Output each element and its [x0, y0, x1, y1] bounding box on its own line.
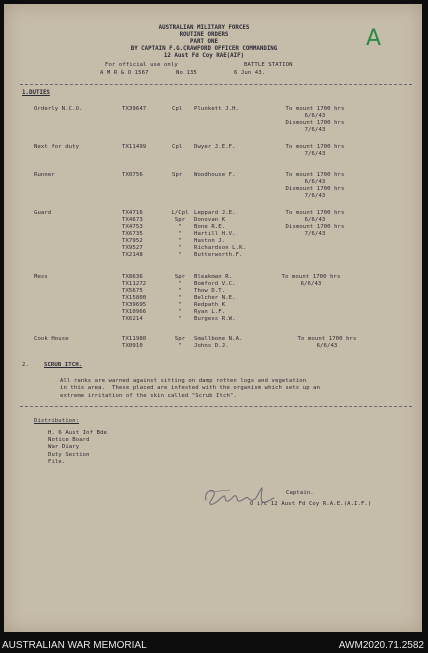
regimental-number: TX8636 TX11272 TX5675 TX15800 TX39695 TX10966 TX6214 [122, 274, 147, 322]
duty-label: Guard [34, 210, 52, 216]
duty-label: Runner [34, 172, 55, 178]
rank: Spr " [174, 336, 186, 349]
soldier-name: Leppard J.E. Donovan K Bone R.E. Hartill H.V. Haston J. Richardson L.K. Butterworth.F. [194, 210, 247, 258]
distribution-list: H. 6 Aust Inf Bde Notice Board War Diary Duty Section File. [48, 430, 107, 465]
rank: Spr [172, 172, 183, 178]
header-unit: 12 Aust Fd Coy RAE(AIF) [163, 53, 245, 59]
regimental-number: TX11980 TX0910 [122, 336, 147, 349]
scrub-itch-notice: All ranks are warned against sitting on damp rotten logs and vegetation in this area. These placed are infested with the organism which sets up an extreme irritation of the skin called "Scrub Itch". [60, 378, 321, 399]
duty-times: To mount 1700 hrs 6/6/43 Dismount 1700 hrs 7/6/43 [285, 172, 345, 199]
header-commander: BY CAPTAIN F.G.CRAWFORD OFFICER COMMANDING [130, 46, 278, 52]
divider [20, 84, 412, 85]
duty-times: To mount 1700 hrs 6/6/43 Dismount 1700 hrs 7/6/43 [285, 106, 345, 133]
footer-institution: AUSTRALIAN WAR MEMORIAL [2, 640, 147, 651]
soldier-name: Plunkett J.H. [194, 106, 240, 112]
duty-label: Next for duty [34, 144, 80, 150]
regimental-number: TX39647 [122, 106, 147, 112]
regimental-number: TX0756 [122, 172, 143, 178]
header-reference: A M R & O 1567 [100, 70, 149, 76]
signature-rank: Captain. [286, 490, 314, 496]
footer-accession-number: AWM2020.71.2582 [338, 640, 424, 651]
soldier-name: Woodhouse F. [194, 172, 236, 178]
duty-times: To mount 1700 hrs 7/6/43 [285, 144, 345, 157]
rank: Cpl [172, 144, 183, 150]
header-location: BATTLE STATION [244, 62, 293, 68]
header-date: 6 Jun 43. [234, 70, 266, 76]
soldier-name: Bleakman R. Bomford V.C. Thow D.T. Belcher N.E. Redpath K Ryan L.F. Burgess R.W. [194, 274, 236, 322]
soldier-name: Smallbone N.A. Johns D.J. [194, 336, 243, 349]
rank: Spr " " " " " " [174, 274, 186, 322]
soldier-name: Dwyer J.E.F. [194, 144, 236, 150]
header-forces: AUSTRALIAN MILITARY FORCES [158, 25, 250, 31]
signature-unit: O i/c 12 Aust Fd Coy R.A.E.(A.I.F.) [250, 501, 372, 507]
duty-label: Mess [34, 274, 48, 280]
section-scrub-itch-number: 2. [22, 362, 29, 368]
header-order-number: No 135 [176, 70, 197, 76]
section-duties-title: 1.DUTIES [22, 90, 50, 96]
distribution-title: Distribution: [34, 418, 80, 424]
document-page [4, 4, 422, 632]
divider [20, 406, 412, 407]
regimental-number: TX11499 [122, 144, 147, 150]
corner-mark: A [366, 26, 382, 51]
duty-times: To mount 1700 hrs 6/6/43 [297, 336, 357, 349]
section-scrub-itch-heading: SCRUB ITCH. [44, 362, 83, 368]
regimental-number: TX4716 TX4673 TX4753 TX6735 TX7952 TX9527 TX2148 [122, 210, 143, 258]
rank: Cpl [172, 106, 183, 112]
duty-times: To mount 1700 hrs 6/6/43 Dismount 1700 hrs 7/6/43 [285, 210, 345, 237]
duty-times: To mount 1700 hrs 6/6/43 [281, 274, 341, 287]
header-routine: ROUTINE ORDERS [179, 32, 229, 38]
duty-label: Cook House [34, 336, 69, 342]
duty-label: Orderly N.C.O. [34, 106, 83, 112]
header-part: PART ONE [190, 39, 218, 45]
header-official-use: For official use only [105, 62, 178, 68]
rank: L/Cpl Spr " " " " " [171, 210, 189, 258]
